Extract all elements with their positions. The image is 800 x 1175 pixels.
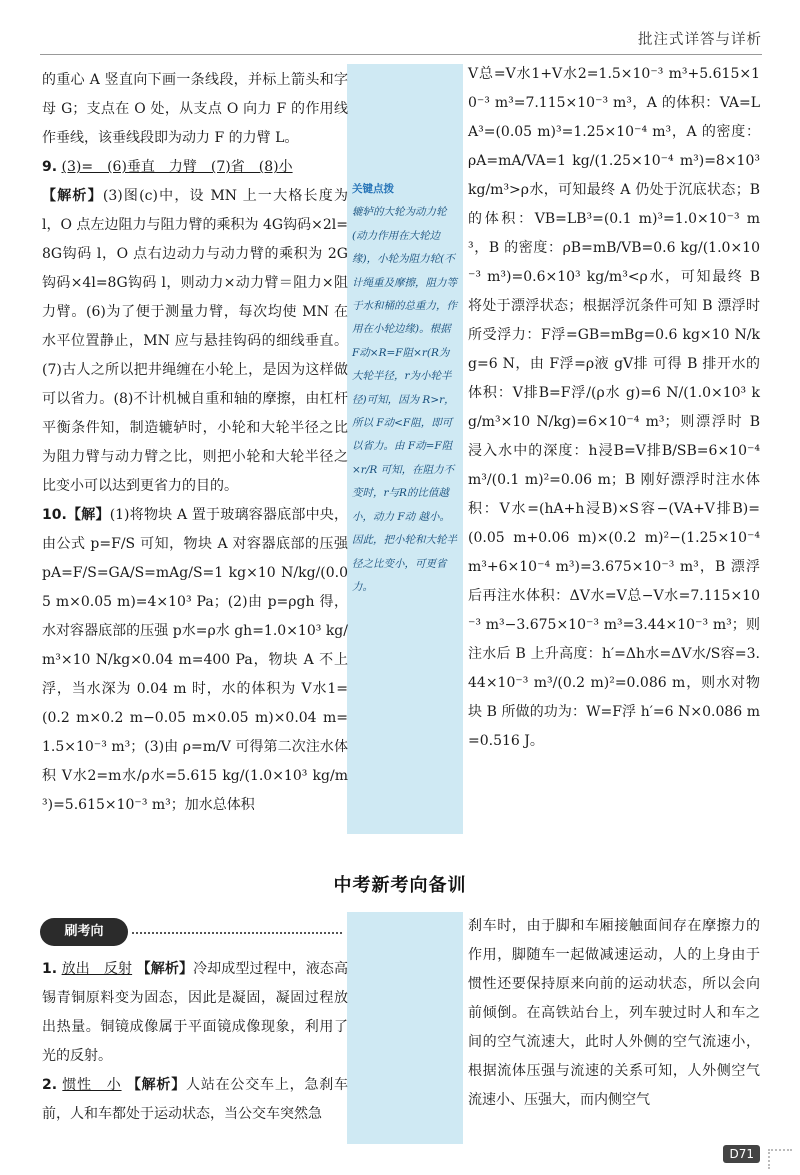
left-column-lower xyxy=(42,955,348,1129)
key-tip-note xyxy=(352,178,458,599)
new-q2-analysis-label: 【解析】 xyxy=(126,1077,187,1093)
q10-solution xyxy=(42,501,348,820)
new-q1 xyxy=(42,955,348,1071)
q8-continuation: 的重心 A 竖直向下画一条线段，并标上箭头和字母 G；支点在 O 处，从支点 O 向力 F 的作用线作垂线，该垂线段即为动力 F 的力臂 L。 xyxy=(42,72,348,146)
header-rule xyxy=(40,54,762,55)
right-column xyxy=(468,60,760,756)
q9-analysis-text: (3)图(c)中，设 MN 上一大格长度为 l，O 点左边阻力与阻力臂的乘积为 4G钩码×2l=8G钩码 l，O 点右边动力与动力臂的乘积为 2G钩码×4l=8G钩码 l，则动力×动力臂＝阻力×阻力臂。(6)为了便于测量力臂，每次均使 MN 在水平位置静止，MN 应与悬挂钩码的细线垂直。(7)古人之所以把井绳缠在小轮上，是因为这样做可以省力。(8)不计机械自重和轴的摩擦，由杠杆平衡条件知，制造辘轳时，小轮和大轮半径之比为阻力臂与动力臂之比，则把小轮和大轮半径之比变小可以达到更省力的目的。 xyxy=(42,188,348,494)
badge-dotted-rule xyxy=(132,932,342,934)
q10-solution-text: (1)将物块 A 置于玻璃容器底部中央，由公式 p=F/S 可知，物块 A 对容器底部的压强 pA=F/S=GA/S=mAg/S=1 kg×10 N/kg/(0.05 m×0.05 m)=4×10³ Pa；(2)由 p=ρgh 得，水对容器底部的压强 p水=ρ水 gh=1.0×10³ kg/m³×10 N/kg×0.04 m=400 Pa，物块 A 不上浮，当水深为 0.04 m 时，水的体积为 V水1=(0.2 m×0.2 m−0.05 m×0.05 m)×0.04 m=1.5×10⁻³ m³；(3)由 ρ=m/V 可得第二次注水体积 V水2=m水/ρ水=5.615 kg/(1.0×10³ kg/m³)=5.615×10⁻³ m³；加水总体积 xyxy=(42,507,349,813)
q9-number: 9. xyxy=(42,159,58,175)
annotation-band-lower xyxy=(347,912,463,1144)
new-q1-answer: 放出 反射 xyxy=(61,961,133,977)
new-q1-analysis-label: 【解析】 xyxy=(136,961,194,977)
new-q1-number: 1. xyxy=(42,961,58,977)
section-title: 中考新考向备训 xyxy=(333,875,467,896)
new-q2 xyxy=(42,1071,348,1129)
new-q2-number: 2. xyxy=(42,1077,58,1093)
q9-analysis-label: 【解析】 xyxy=(42,188,103,204)
q10-number: 10. xyxy=(42,507,67,523)
right-column-lower xyxy=(468,912,760,1115)
q10-continuation: V总=V水1+V水2=1.5×10⁻³ m³+5.615×10⁻³ m³=7.115×10⁻³ m³，A 的体积：VA=LA³=(0.05 m)³=1.25×10⁻⁴ m³，A 的密度：ρA=mA/VA=1 kg/(1.25×10⁻⁴ m³)=8×10³ kg/m³>ρ水，可知最终 A 仍处于沉底状态；B 的体积：VB=LB³=(0.1 m)³=1.0×10⁻³ m³，B 的密度：ρB=mB/VB=0.6 kg/(1.0×10⁻³ m³)=0.6×10³ kg/m³<ρ水，可知最终 B 将处于漂浮状态；根据浮沉条件可知 B 漂浮时所受浮力：F浮=GB=mBg=0.6 kg×10 N/kg=6 N，由 F浮=ρ液 gV排 可得 B 排开水的体积：V排B=F浮/(ρ水 g)=6 N/(1.0×10³ kg/m³×10 N/kg)=6×10⁻⁴ m³；则漂浮时 B 浸入水中的深度：h浸B=V排B/SB=6×10⁻⁴ m³/(0.1 m)²=0.06 m；B 刚好漂浮时注水体积：V水=(hA+h浸B)×S容−(VA+V排B)=(0.05 m+0.06 m)×(0.2 m)²−(1.25×10⁻⁴ m³+6×10⁻⁴ m³)=3.675×10⁻³ m³，B 漂浮后再注水体积：ΔV水=V总−V水=7.115×10⁻³ m³−3.675×10⁻³ m³=3.44×10⁻³ m³；则注水后 B 上升高度：h′=Δh水=ΔV水/S容=3.44×10⁻³ m³/(0.2 m)²=0.086 m，则水对物块 B 所做的功为：W=F浮 h′=6 N×0.086 m=0.516 J。 xyxy=(468,66,760,749)
new-q2-analysis-text: 人站在公交车上，急刹车前，人和车都处于运动状态，当公交车突然急 xyxy=(42,1077,349,1122)
new-q2-answer: 惯性 小 xyxy=(62,1077,122,1093)
key-tip-text: 辘轳的大轮为动力轮(动力作用在大轮边缘)，小轮为阻力轮(不计绳重及摩擦，阻力等于水和桶的总重力，作用在小轮边缘)。根据 F动×R=F阻×r(R为大轮半径，r为小轮半径)可知，因为 R>r，所以 F动<F阻，即可以省力。由 F动=F阻×r/R 可知，在阻力不变时，r与R的比值越小，动力 F动 越小。因此，把小轮和大轮半径之比变小，可更省力。 xyxy=(352,206,457,593)
new-q1-analysis-text: 冷却成型过程中，液态高锡青铜原料变为固态，因此是凝固，凝固过程放出热量。铜镜成像属于平面镜成像现象，利用了光的反射。 xyxy=(42,961,349,1064)
q9-analysis xyxy=(42,182,348,501)
key-tip-tag: 关键点拨 xyxy=(352,183,394,195)
page-number: D71 xyxy=(723,1145,760,1163)
q10-solution-label: 【解】 xyxy=(66,507,110,523)
q9-answer-line xyxy=(42,153,348,182)
corner-dotted-mark xyxy=(768,1149,792,1169)
left-column xyxy=(42,66,348,820)
q9-answer: (3)= (6)垂直 力臂 (7)省 (8)小 xyxy=(61,159,293,175)
new-q2-continuation: 刹车时，由于脚和车厢接触面间存在摩擦力的作用，脚随车一起做减速运动，人的上身由于惯性还要保持原来向前的运动状态，所以会向前倾倒。在高铁站台上，列车驶过时人和车之间的空气流速大，此时人外侧的空气流速小，根据流体压强与流速的关系可知，人外侧空气流速小、压强大，而内侧空气 xyxy=(468,918,760,1108)
section-badge: 刷考向 xyxy=(40,918,128,946)
header-title: 批注式详答与详析 xyxy=(638,32,762,48)
